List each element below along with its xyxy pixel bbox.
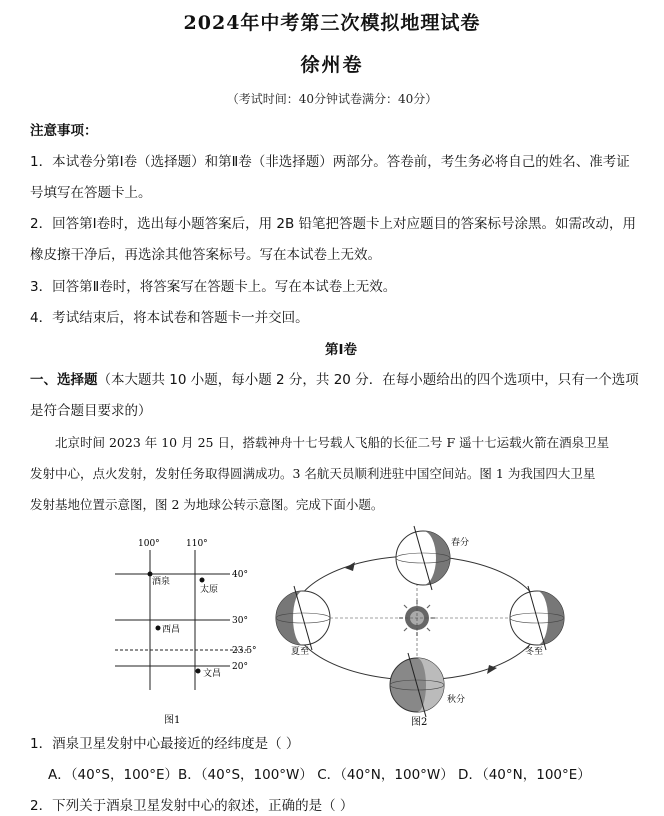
figure2-caption: 图2 <box>411 717 428 728</box>
figure2-orbit <box>265 518 570 730</box>
notice-item: 1．本试卷分第Ⅰ卷（选择题）和第Ⅱ卷（非选择题）两部分。答卷前，考生务必将自己的姓名、准考证 <box>30 154 630 170</box>
passage-line: 发射基地位置示意图，图 2 为地球公转示意图。完成下面小题。 <box>30 497 384 512</box>
site-label: 西昌 <box>162 625 181 635</box>
season-label: 夏至 <box>291 647 310 657</box>
question-stem: 2．下列关于酒泉卫星发射中心的叙述，正确的是（ ） <box>30 798 354 814</box>
section-title: 第Ⅰ卷 <box>324 342 358 358</box>
season-label: 秋分 <box>447 695 466 705</box>
season-label: 冬至 <box>525 647 544 657</box>
section-heading-label: 一、选择题 <box>30 372 98 388</box>
site-label: 文昌 <box>203 669 222 679</box>
exam-title: 2024年中考第三次模拟地理试卷 <box>183 12 481 34</box>
latitude-label: 40° <box>232 570 248 580</box>
passage-line: 发射中心，点火发射，发射任务取得圆满成功。3 名航天员顺利进驻中国空间站。图 1 为我国四大卫星 <box>30 466 596 481</box>
earth-winter-icon <box>510 586 564 650</box>
longitude-label: 110° <box>186 539 208 549</box>
notice-item: 4．考试结束后，将本试卷和答题卡一并交回。 <box>30 310 309 326</box>
site-label: 太原 <box>200 585 219 595</box>
question-options: A．（40°S，100°E）B．（40°S，100°W） C．（40°N，100°W） D．（40°N，100°E） <box>48 767 591 783</box>
notice-item: 橡皮擦干净后，再选涂其他答案标号。写在本试卷上无效。 <box>30 247 381 263</box>
exam-info: （考试时间：40分钟试卷满分：40分） <box>226 92 438 106</box>
earth-summer-icon <box>276 586 330 650</box>
latitude-label: 23.5° <box>232 646 257 656</box>
latitude-label: 30° <box>232 616 248 626</box>
section-heading-line2: 是符合题目要求的） <box>30 403 152 419</box>
exam-subtitle: 徐州卷 <box>300 54 364 76</box>
earth-autumn-icon <box>390 653 444 717</box>
notice-item: 3．回答第Ⅱ卷时，将答案写在答题卡上。写在本试卷上无效。 <box>30 279 397 295</box>
latitude-label: 20° <box>232 662 248 672</box>
figure1-caption: 图1 <box>164 715 181 726</box>
season-label: 春分 <box>451 538 470 548</box>
longitude-label: 100° <box>138 539 160 549</box>
passage-line: 北京时间 2023 年 10 月 25 日，搭载神舟十七号载人飞船的长征二号 F 遥十七运载火箭在酒泉卫星 <box>55 435 610 450</box>
earth-spring-icon <box>396 526 450 590</box>
figure1-map <box>100 528 270 728</box>
notice-item: 号填写在答题卡上。 <box>30 185 152 201</box>
section-heading <box>30 370 652 390</box>
question-stem: 1．酒泉卫星发射中心最接近的经纬度是（ ） <box>30 736 300 752</box>
notice-item: 2．回答第Ⅰ卷时，选出每小题答案后，用 2B 铅笔把答题卡上对应题目的答案标号涂黑。如需改动，用 <box>30 216 637 232</box>
section-heading-text: （本大题共 10 小题，每小题 2 分，共 20 分．在每小题给出的四个选项中，只有一个选项 <box>97 372 639 388</box>
site-label: 酒泉 <box>152 577 171 587</box>
notice-heading: 注意事项： <box>30 123 98 139</box>
